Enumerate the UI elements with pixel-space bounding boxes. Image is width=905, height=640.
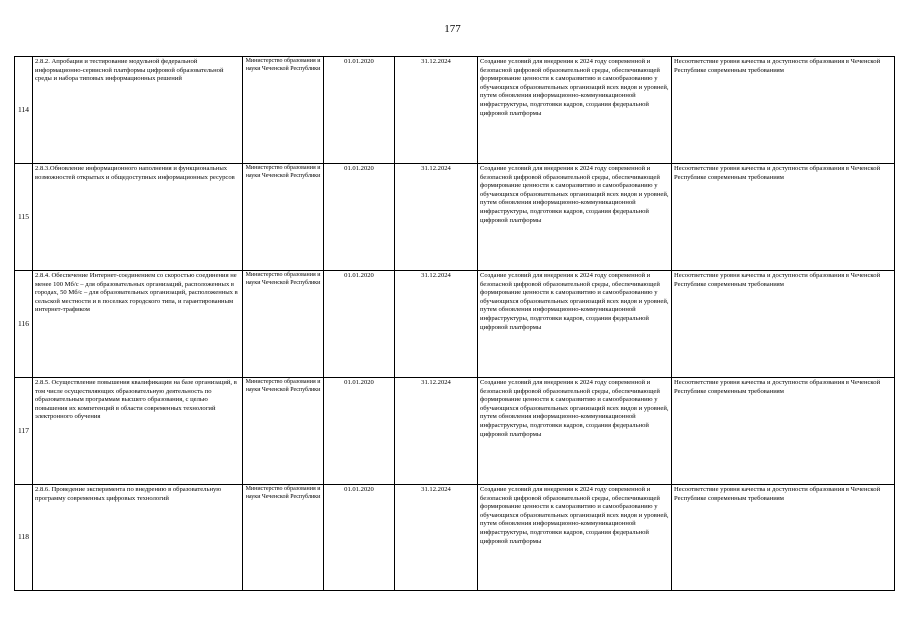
measures-table [14,56,895,591]
activity-cell: 2.8.6. Проведение эксперимента по внедрению в образовательную программу современных цифровых технологий [33,485,243,591]
end-date-cell: 31.12.2024 [395,485,478,591]
result-cell: Создание условий для внедрения к 2024 году современной и безопасной цифровой образовательной среды, обеспечивающей формирование ценности к саморазвитию и самообразованию у обучающихся образовательных организаций всех видов и уровней, путем обновления информационно-коммуникационной инфраструктуры, подготовки кадров, создания федеральной цифровой платформы [478,164,672,271]
responsible-cell: Министерство образования и науки Чеченской Республики [243,378,324,485]
page-number: 177 [444,23,461,35]
problem-cell: Несоответствие уровня качества и доступности образования в Чеченской Республике современным требованиям [672,378,895,485]
responsible-cell: Министерство образования и науки Чеченской Республики [243,57,324,164]
responsible-cell: Министерство образования и науки Чеченской Республики [243,271,324,378]
activity-cell: 2.8.2. Апробация и тестирование модульной федеральной информационно-сервисной платформы цифровой образовательной среды и набора типовых информационных решений [33,57,243,164]
activity-cell: 2.8.4. Обеспечение Интернет-соединением со скоростью соединения не менее 100 Мб/с – для образовательных организаций, расположенных в городах, 50 Мб/с – для образовательных организаций, расположенных в сельской местности и в поселках городского типа, и гарантированным интернет-трафиком [33,271,243,378]
problem-cell: Несоответствие уровня качества и доступности образования в Чеченской Республике современным требованиям [672,164,895,271]
row-number: 115 [15,164,33,271]
start-date-cell: 01.01.2020 [324,57,395,164]
responsible-cell: Министерство образования и науки Чеченской Республики [243,485,324,591]
activity-cell: 2.8.5. Осуществление повышения квалификации на базе организаций, в том числе осуществляющих образовательную деятельность по образовательным программам высшего образования, с целью повышения их компетенций в области современных технологий электронного обучения [33,378,243,485]
result-cell: Создание условий для внедрения к 2024 году современной и безопасной цифровой образовательной среды, обеспечивающей формирование ценности к саморазвитию и самообразованию у обучающихся образовательных организаций всех видов и уровней, путем обновления информационно-коммуникационной инфраструктуры, подготовки кадров, создания федеральной цифровой платформы [478,485,672,591]
end-date-cell: 31.12.2024 [395,271,478,378]
row-number: 116 [15,271,33,378]
problem-cell: Несоответствие уровня качества и доступности образования в Чеченской Республике современным требованиям [672,57,895,164]
table-row [15,164,895,271]
start-date-cell: 01.01.2020 [324,378,395,485]
end-date-cell: 31.12.2024 [395,57,478,164]
row-number: 117 [15,378,33,485]
row-number: 114 [15,57,33,164]
result-cell: Создание условий для внедрения к 2024 году современной и безопасной цифровой образовательной среды, обеспечивающей формирование ценности к саморазвитию и самообразованию у обучающихся образовательных организаций всех видов и уровней, путем обновления информационно-коммуникационной инфраструктуры, подготовки кадров, создания федеральной цифровой платформы [478,378,672,485]
start-date-cell: 01.01.2020 [324,271,395,378]
start-date-cell: 01.01.2020 [324,164,395,271]
end-date-cell: 31.12.2024 [395,164,478,271]
result-cell: Создание условий для внедрения к 2024 году современной и безопасной цифровой образовательной среды, обеспечивающей формирование ценности к саморазвитию и самообразованию у обучающихся образовательных организаций всех видов и уровней, путем обновления информационно-коммуникационной инфраструктуры, подготовки кадров, создания федеральной цифровой платформы [478,57,672,164]
table-row [15,378,895,485]
start-date-cell: 01.01.2020 [324,485,395,591]
problem-cell: Несоответствие уровня качества и доступности образования в Чеченской Республике современным требованиям [672,271,895,378]
table-row [15,271,895,378]
table-row [15,485,895,591]
end-date-cell: 31.12.2024 [395,378,478,485]
problem-cell: Несоответствие уровня качества и доступности образования в Чеченской Республике современным требованиям [672,485,895,591]
activity-cell: 2.8.3.Обновление информационного наполнения и функциональных возможностей открытых и общедоступных информационных ресурсов [33,164,243,271]
table-row [15,57,895,164]
responsible-cell: Министерство образования и науки Чеченской Республики [243,164,324,271]
result-cell: Создание условий для внедрения к 2024 году современной и безопасной цифровой образовательной среды, обеспечивающей формирование ценности к саморазвитию и самообразованию у обучающихся образовательных организаций всех видов и уровней, путем обновления информационно-коммуникационной инфраструктуры, подготовки кадров, создания федеральной цифровой платформы [478,271,672,378]
row-number: 118 [15,485,33,591]
